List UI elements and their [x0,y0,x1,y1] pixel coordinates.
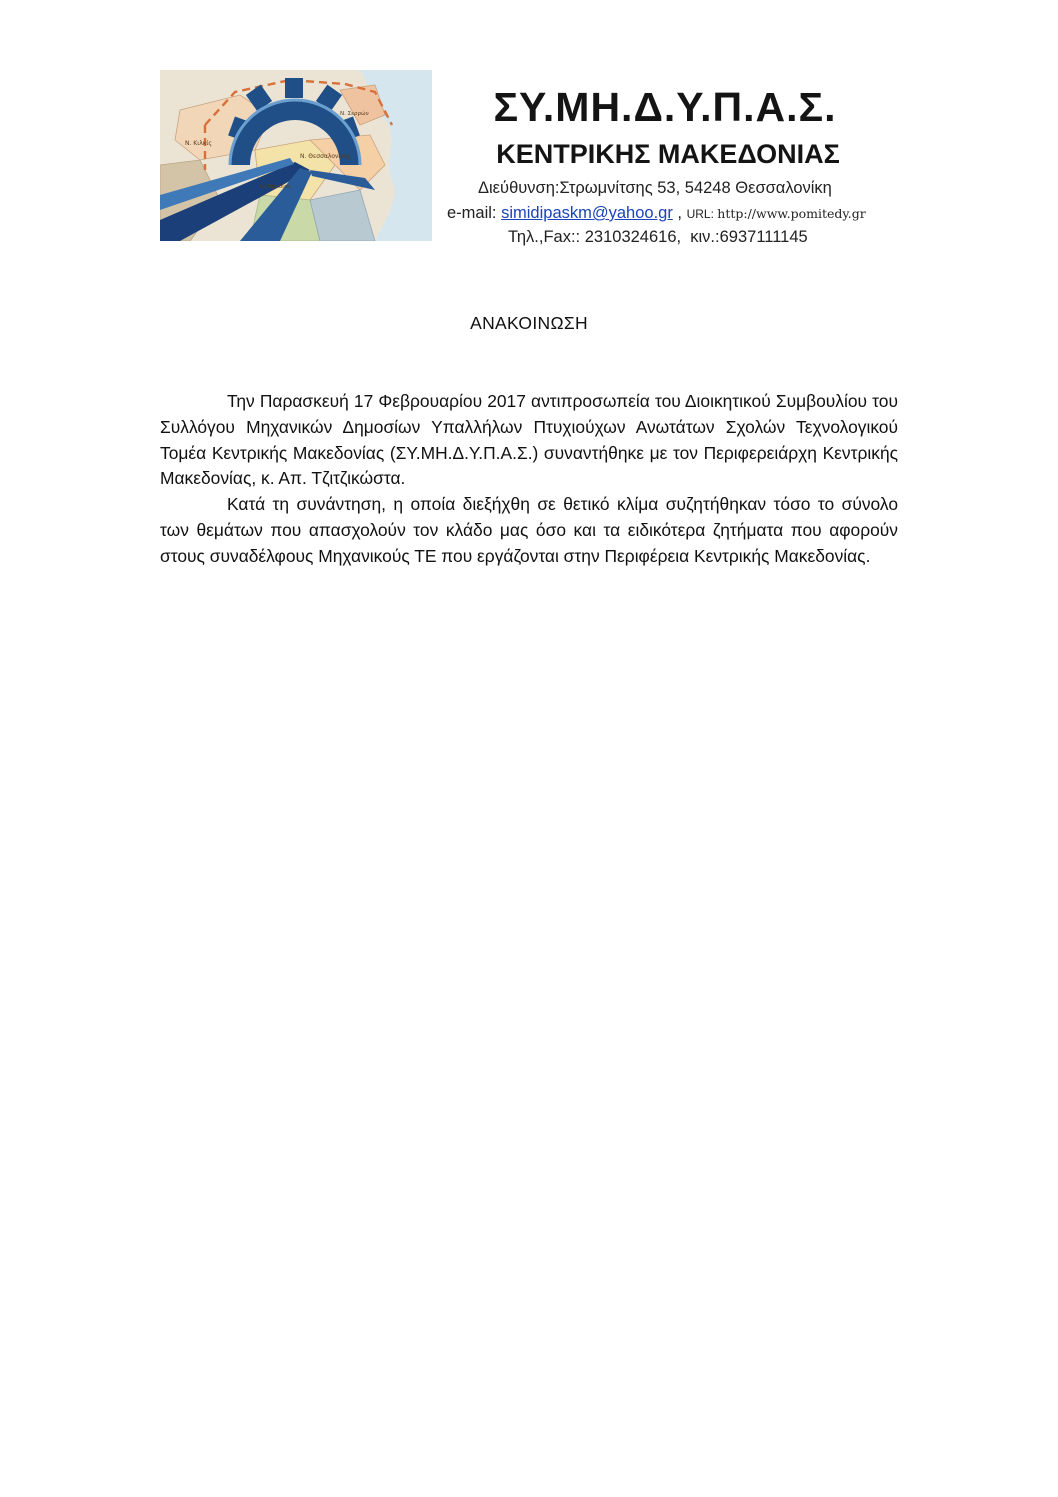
svg-text:Ν. Σερρών: Ν. Σερρών [340,111,369,117]
url-separator: , [672,204,687,222]
mobile-number: 6937111145 [719,228,808,246]
phone-label: Τηλ.,Fax:: [508,228,585,246]
announcement-heading: ΑΝΑΚΟΙΝΩΣΗ [470,313,588,333]
announcement-paragraph: Την Παρασκευή 17 Φεβρουαρίου 2017 αντιπροσωπεία του Διοικητικού Συμβουλίου του Συλλόγου Μηχανικών Δημοσίων Υπαλλήλων Πτυχιούχων Ανωτάτων Σχολών Τεχνολογικού Τομέα Κεντρικής Μακεδονίας (ΣΥ.ΜΗ.Δ.Υ.Π.Α.Σ.) συναντήθηκε με τον Περιφερειάρχη Κεντρικής Μακεδονίας, κ. Απ. Τζιτζικώστα. [160,391,898,489]
gear-map-logo-icon [160,70,432,241]
phone-line [508,227,968,247]
announcement-body [160,389,898,570]
mobile-label: κιν.: [681,228,720,246]
organization-logo [160,70,432,241]
svg-text:Ν. Ημαθίας: Ν. Ημαθίας [260,184,291,190]
email-label: e-mail: [447,204,502,222]
organization-subtitle: ΚΕΝΤΡΙΚΗΣ ΜΑΚΕΔΟΝΙΑΣ [496,139,840,169]
url-text: http://www.pomitedy.gr [717,206,866,221]
email-link[interactable]: simidipaskm@yahoo.gr [501,204,673,222]
address-line: Διεύθυνση:Στρωμνίτσης 53, 54248 Θεσσαλονίκη [478,179,832,197]
organization-title: ΣΥ.ΜΗ.Δ.Υ.Π.Α.Σ. [493,84,837,130]
phone-number: 2310324616, [584,228,682,246]
svg-text:Ν. Κιλκίς: Ν. Κιλκίς [185,140,212,147]
email-url-line [447,203,907,224]
svg-text:Ν. Θεσσαλονίκης: Ν. Θεσσαλονίκης [300,153,352,160]
announcement-paragraph: Κατά τη συνάντηση, η οποία διεξήχθη σε θετικό κλίμα συζητήθηκαν τόσο το σύνολο των θεμάτων που απασχολούν τον κλάδο μας όσο και τα ειδικότερα ζητήματα που αφορούν στους συναδέλφους Μηχανικούς ΤΕ που εργάζονται στην Περιφέρεια Κεντρικής Μακεδονίας. [160,494,898,566]
url-label: URL: [686,207,718,221]
